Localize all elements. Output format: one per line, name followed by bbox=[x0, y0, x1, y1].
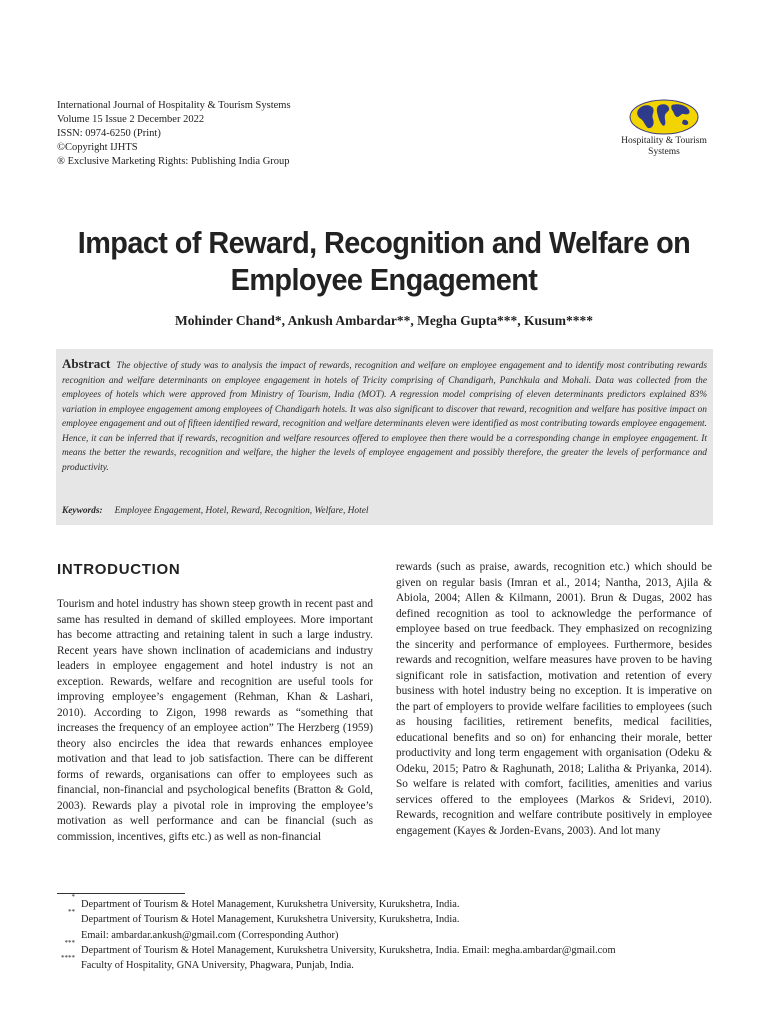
footnote-divider bbox=[57, 893, 185, 894]
keywords-text: Employee Engagement, Hotel, Reward, Recognition, Welfare, Hotel bbox=[114, 506, 369, 516]
abstract-label: Abstract bbox=[62, 356, 111, 371]
footnotes bbox=[59, 893, 616, 973]
footnote-text: Department of Tourism & Hotel Management, Kurukshetra University, Kurukshetra, India. bbox=[81, 899, 460, 910]
footnote-mark: ** bbox=[68, 908, 75, 917]
journal-name: International Journal of Hospitality & Tourism Systems bbox=[57, 100, 291, 111]
footnote-item bbox=[59, 938, 616, 958]
footnote-item bbox=[59, 908, 616, 927]
section-heading-introduction: INTRODUCTION bbox=[57, 561, 181, 578]
journal-logo bbox=[612, 98, 716, 158]
abstract-box bbox=[56, 349, 713, 525]
footnote-text: Department of Tourism & Hotel Management, Kurukshetra University, Kurukshetra, India. bbox=[81, 914, 460, 926]
journal-issn: ISSN: 0974-6250 (Print) bbox=[57, 128, 161, 139]
journal-masthead bbox=[57, 99, 291, 169]
keywords-label: Keywords: bbox=[62, 506, 103, 516]
body-column-left bbox=[57, 597, 373, 845]
footnote-mark: * bbox=[71, 893, 75, 901]
paper-title: Impact of Reward, Recognition and Welfare on Employee Engagement bbox=[77, 225, 691, 297]
keywords-line bbox=[62, 506, 368, 516]
footnote-item bbox=[59, 928, 616, 943]
globe-icon bbox=[628, 98, 700, 136]
footnote-mark: **** bbox=[61, 954, 75, 963]
abstract-paragraph bbox=[62, 357, 707, 475]
body-column-right bbox=[396, 560, 712, 839]
footnote-text: Faculty of Hospitality, GNA University, Phagwara, Punjab, India. bbox=[81, 960, 354, 972]
footnote-mark: *** bbox=[64, 938, 75, 947]
intro-paragraph-right: rewards (such as praise, awards, recognition etc.) which should be given on regular basis (Imran et al., 2014; Nantha, 2013, Ajila & Abiola, 2004; Allen & Kilmann, 2001). Brun & Dugas, 2002 has defined recognition as tool to acknowledge the performance of employee based on true feedback. They emphasized on recognizing the sincerity and performance of employees. Furthermore, besides rewards and recognition, welfare measures have proven to be having significant role in satisfaction, motivation and retention of every business with hotel industry being no exception. It is imperative on the part of employers to provide welfare facilities to employees (such as housing facilities, retirement benefits, medical facilities, educational benefits and so on) for enhancing their morale, better productivity and long term engagement with organisation (Odeku & Odeku, 2015; Patro & Raghunath, 2018; Lalitha & Priyanka, 2014). So welfare is related with comfort, facilities, amenities and varius services offered to the employees (Markos & Sridevi, 2010). Rewards, recognition and welfare contribute positively in employee engagement (Kayes & Jorden-Evans, 2003). And lot many bbox=[396, 561, 712, 837]
journal-copyright: ©Copyright IJHTS bbox=[57, 142, 138, 153]
logo-line-2: Systems bbox=[648, 147, 680, 157]
intro-paragraph-left: Tourism and hotel industry has shown steep growth in recent past and same has resulted in demand of skilled employees. More important has become attracting and retaining talent in such a large industry. Recent years have shown inclination of academicians and industry leaders in employee engagement and hotel industry is not an exception. Rewards, welfare and recognition are useful tools for improving employee’s engagement (Rehman, Khan & Lashari, 2010). According to Zigon, 1998 rewards as “something that increases the frequency of an employee action” The Herzberg (1959) theory also encircles the idea that rewards enhances employee motivation and that lead to job satisfaction. There can be different forms of rewards, organisations can offer to employees such as financial, non-financial and psychological benefits (Bratton & Gold, 2003). Rewards play a pivotal role in improving the employee’s motivation as well performance and can be financial (such as commission, incentives, gifts etc.) as well as non-financial bbox=[57, 598, 373, 843]
footnote-text: Department of Tourism & Hotel Management, Kurukshetra University, Kurukshetra, India. Email: megha.ambardar@gmail.com bbox=[81, 944, 616, 956]
logo-line-1: Hospitality & Tourism bbox=[621, 136, 707, 146]
journal-volume: Volume 15 Issue 2 December 2022 bbox=[57, 114, 205, 125]
abstract-text: The objective of study was to analysis the impact of rewards, recognition and welfare on employee engagement and to identify most contributing rewards recognition and welfare determinants on employee engagement in hotels of Tricity comprising of Chandigarh, Panchkula and Mohali. Data was collected from the employees of hotels which were approved from Ministry of Tourism, India (MOT). A regression model comprising of eleven determinants predictors explained 83% variation in employee engagement among employees of Chandigarh hotels. It was also significant to discover that reward, recognition and welfare has positive impact on employee engagement and out of fifteen identified reward, recognition and welfare determinants eleven were identified as most contributing towards employee engagement. Hence, it can be inferred that if rewards, recognition and welfare resources offered to employee then there would be a corresponding change in employee engagement. It means the better the rewards, recognition and welfare, the higher the levels of employee engagement and possibly therefore, the greater the levels of performance and productivity. bbox=[62, 361, 707, 473]
footnote-email: Email: ambardar.ankush@gmail.com (Corresponding Author) bbox=[81, 929, 339, 941]
journal-marketing-rights: ® Exclusive Marketing Rights: Publishing India Group bbox=[57, 156, 290, 167]
footnote-item bbox=[59, 954, 616, 973]
author-list: Mohinder Chand*, Ankush Ambardar**, Megha Gupta***, Kusum**** bbox=[175, 313, 593, 328]
footnote-item bbox=[59, 893, 616, 912]
